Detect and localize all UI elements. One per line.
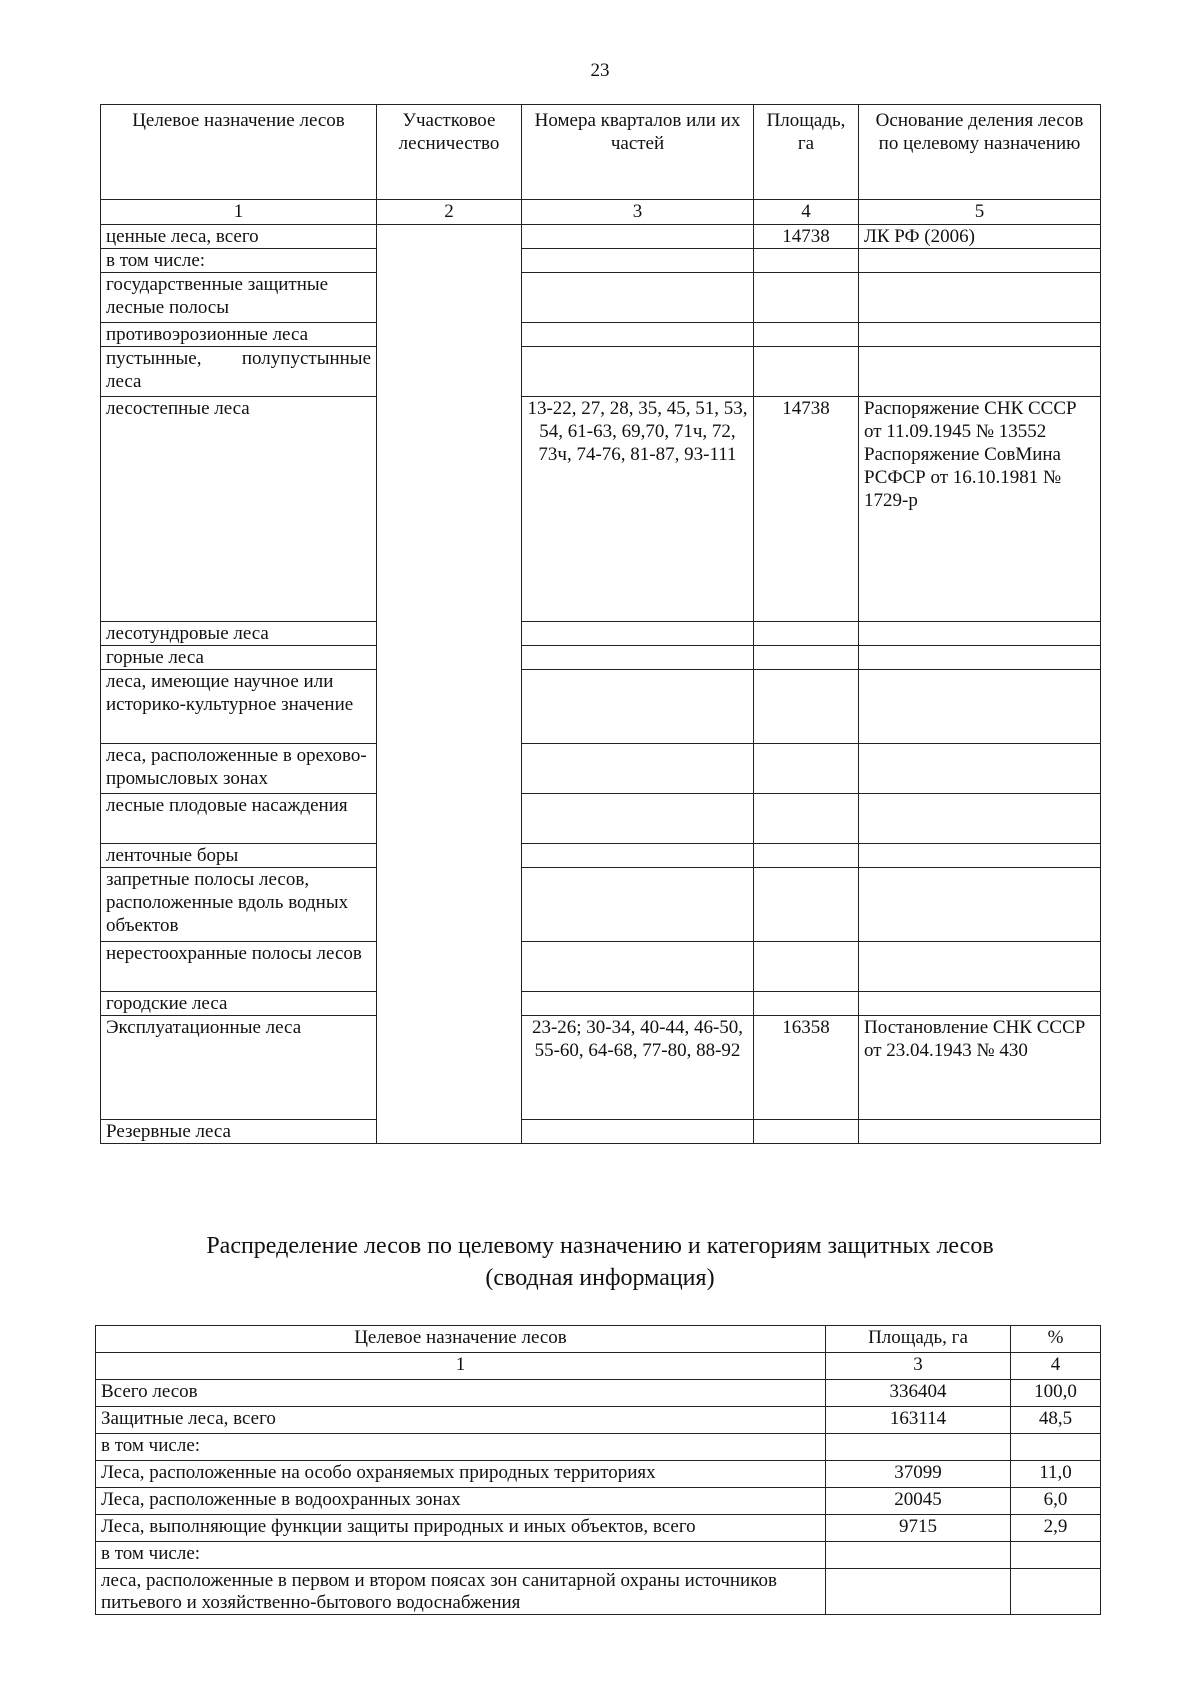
- row-purpose: в том числе:: [101, 249, 377, 273]
- header-purpose: Целевое назначение лесов: [101, 105, 377, 200]
- row-area: 163114: [826, 1407, 1011, 1434]
- row-quarters: 23-26; 30-34, 40-44, 46-50, 55-60, 64-68, 77-80, 88-92: [522, 1016, 754, 1120]
- row-purpose: государственные защитные лесные полосы: [101, 273, 377, 323]
- table-row: [101, 273, 1101, 323]
- row-purpose: городские леса: [101, 992, 377, 1016]
- header-area: Площадь, га: [754, 105, 859, 200]
- summary-title: [0, 1230, 1200, 1294]
- row-area: [826, 1434, 1011, 1461]
- table-row: [101, 744, 1101, 794]
- row-area: [754, 794, 859, 844]
- row-area: [754, 942, 859, 992]
- row-purpose: нерестоохранные полосы лесов: [101, 942, 377, 992]
- row-quarters: [522, 646, 754, 670]
- row-quarters: [522, 744, 754, 794]
- table-row: [101, 249, 1101, 273]
- row-purpose: леса, расположенные в первом и втором поясах зон санитарной охраны источников питьевого и хозяйственно-бытового водоснабжения: [96, 1569, 826, 1615]
- row-percent: 48,5: [1011, 1407, 1101, 1434]
- column-number: 4: [1011, 1353, 1101, 1380]
- table-row: [101, 670, 1101, 744]
- column-number: 5: [859, 200, 1101, 225]
- row-purpose: леса, расположенные в орехово-промысловых зонах: [101, 744, 377, 794]
- row-basis: [859, 646, 1101, 670]
- table-row: [101, 868, 1101, 942]
- table-row: [101, 622, 1101, 646]
- table-row: [96, 1434, 1101, 1461]
- header-percent: %: [1011, 1326, 1101, 1353]
- row-quarters: [522, 992, 754, 1016]
- row-basis: [859, 794, 1101, 844]
- row-basis: [859, 323, 1101, 347]
- row-percent: [1011, 1569, 1101, 1615]
- row-basis: [859, 744, 1101, 794]
- row-basis: ЛК РФ (2006): [859, 225, 1101, 249]
- row-basis: Распоряжение СНК СССР от 11.09.1945 № 13552 Распоряжение СовМина РСФСР от 16.10.1981 № 1729-р: [859, 397, 1101, 622]
- row-area: [754, 744, 859, 794]
- column-number: 2: [377, 200, 522, 225]
- row-basis: [859, 249, 1101, 273]
- table-row: [101, 844, 1101, 868]
- table-header-row: [96, 1326, 1101, 1353]
- row-purpose: Всего лесов: [96, 1380, 826, 1407]
- row-area: 14738: [754, 225, 859, 249]
- row-basis: [859, 622, 1101, 646]
- table-row: [96, 1542, 1101, 1569]
- row-area: [754, 249, 859, 273]
- column-numbers-row: [101, 200, 1101, 225]
- row-area: 336404: [826, 1380, 1011, 1407]
- row-area: [754, 992, 859, 1016]
- table-row: [96, 1407, 1101, 1434]
- column-number: 1: [96, 1353, 826, 1380]
- table-row: [101, 942, 1101, 992]
- row-purpose: в том числе:: [96, 1434, 826, 1461]
- row-percent: 100,0: [1011, 1380, 1101, 1407]
- row-quarters: [522, 844, 754, 868]
- row-basis: [859, 942, 1101, 992]
- header-basis: Основание деления лесов по целевому назначению: [859, 105, 1101, 200]
- row-area: [754, 273, 859, 323]
- header-district-forestry: Участковое лесничество: [377, 105, 522, 200]
- summary-title-line2: (сводная информация): [485, 1265, 715, 1291]
- table-row: [101, 347, 1101, 397]
- row-purpose: противоэрозионные леса: [101, 323, 377, 347]
- summary-table: [95, 1325, 1101, 1615]
- table-row: [101, 397, 1101, 622]
- table-row: [101, 1120, 1101, 1144]
- row-quarters: 13-22, 27, 28, 35, 45, 51, 53, 54, 61-63, 69,70, 71ч, 72, 73ч, 74-76, 81-87, 93-111: [522, 397, 754, 622]
- table-row: [101, 1016, 1101, 1120]
- row-area: [754, 323, 859, 347]
- table-row: [101, 646, 1101, 670]
- row-basis: [859, 1120, 1101, 1144]
- row-basis: [859, 992, 1101, 1016]
- row-basis: [859, 347, 1101, 397]
- row-quarters: [522, 942, 754, 992]
- row-purpose: запретные полосы лесов, расположенные вдоль водных объектов: [101, 868, 377, 942]
- row-quarters: [522, 622, 754, 646]
- row-purpose: ленточные боры: [101, 844, 377, 868]
- row-quarters: [522, 868, 754, 942]
- table-row: [96, 1569, 1101, 1615]
- district-forestry-cell: [377, 225, 522, 1144]
- row-area: [754, 347, 859, 397]
- header-purpose: Целевое назначение лесов: [96, 1326, 826, 1353]
- row-area: [754, 1120, 859, 1144]
- row-purpose: в том числе:: [96, 1542, 826, 1569]
- column-number: 4: [754, 200, 859, 225]
- row-purpose: пустынные, полупустынные леса: [101, 347, 377, 397]
- row-basis: [859, 844, 1101, 868]
- row-area: [754, 646, 859, 670]
- row-purpose: ценные леса, всего: [101, 225, 377, 249]
- column-number: 3: [826, 1353, 1011, 1380]
- table-row: [96, 1461, 1101, 1488]
- row-purpose: лесостепные леса: [101, 397, 377, 622]
- row-purpose: Леса, расположенные на особо охраняемых природных территориях: [96, 1461, 826, 1488]
- row-purpose: Защитные леса, всего: [96, 1407, 826, 1434]
- row-area: [826, 1542, 1011, 1569]
- table-row: [101, 323, 1101, 347]
- row-area: [754, 844, 859, 868]
- row-purpose: лесные плодовые насаждения: [101, 794, 377, 844]
- row-percent: [1011, 1434, 1101, 1461]
- table-row: [96, 1515, 1101, 1542]
- table-row: [101, 225, 1101, 249]
- row-purpose: Леса, выполняющие функции защиты природных и иных объектов, всего: [96, 1515, 826, 1542]
- row-area: 16358: [754, 1016, 859, 1120]
- row-purpose: Резервные леса: [101, 1120, 377, 1144]
- row-area: [754, 622, 859, 646]
- row-quarters: [522, 347, 754, 397]
- row-quarters: [522, 225, 754, 249]
- row-area: 9715: [826, 1515, 1011, 1542]
- row-quarters: [522, 670, 754, 744]
- row-basis: [859, 868, 1101, 942]
- row-area: 14738: [754, 397, 859, 622]
- row-purpose: леса, имеющие научное или историко-культурное значение: [101, 670, 377, 744]
- row-area: 37099: [826, 1461, 1011, 1488]
- row-basis: [859, 273, 1101, 323]
- page-number: 23: [590, 60, 610, 81]
- row-quarters: [522, 273, 754, 323]
- row-purpose: Эксплуатационные леса: [101, 1016, 377, 1120]
- row-quarters: [522, 794, 754, 844]
- row-percent: 2,9: [1011, 1515, 1101, 1542]
- forest-purpose-table: [100, 104, 1101, 1144]
- column-number: 1: [101, 200, 377, 225]
- row-area: 20045: [826, 1488, 1011, 1515]
- row-purpose: горные леса: [101, 646, 377, 670]
- table-header-row: [101, 105, 1101, 200]
- table-row: [96, 1488, 1101, 1515]
- header-area: Площадь, га: [826, 1326, 1011, 1353]
- row-percent: [1011, 1542, 1101, 1569]
- row-basis: [859, 670, 1101, 744]
- summary-title-line1: Распределение лесов по целевому назначению и категориям защитных лесов: [206, 1233, 994, 1259]
- row-purpose: лесотундровые леса: [101, 622, 377, 646]
- row-basis: Постановление СНК СССР от 23.04.1943 № 430: [859, 1016, 1101, 1120]
- table-row: [96, 1380, 1101, 1407]
- table-row: [101, 992, 1101, 1016]
- row-quarters: [522, 249, 754, 273]
- row-area: [826, 1569, 1011, 1615]
- row-purpose: Леса, расположенные в водоохранных зонах: [96, 1488, 826, 1515]
- column-numbers-row: [96, 1353, 1101, 1380]
- table-row: [101, 794, 1101, 844]
- row-percent: 6,0: [1011, 1488, 1101, 1515]
- row-area: [754, 670, 859, 744]
- row-percent: 11,0: [1011, 1461, 1101, 1488]
- row-quarters: [522, 323, 754, 347]
- header-quarters: Номера кварталов или их частей: [522, 105, 754, 200]
- column-number: 3: [522, 200, 754, 225]
- row-quarters: [522, 1120, 754, 1144]
- row-area: [754, 868, 859, 942]
